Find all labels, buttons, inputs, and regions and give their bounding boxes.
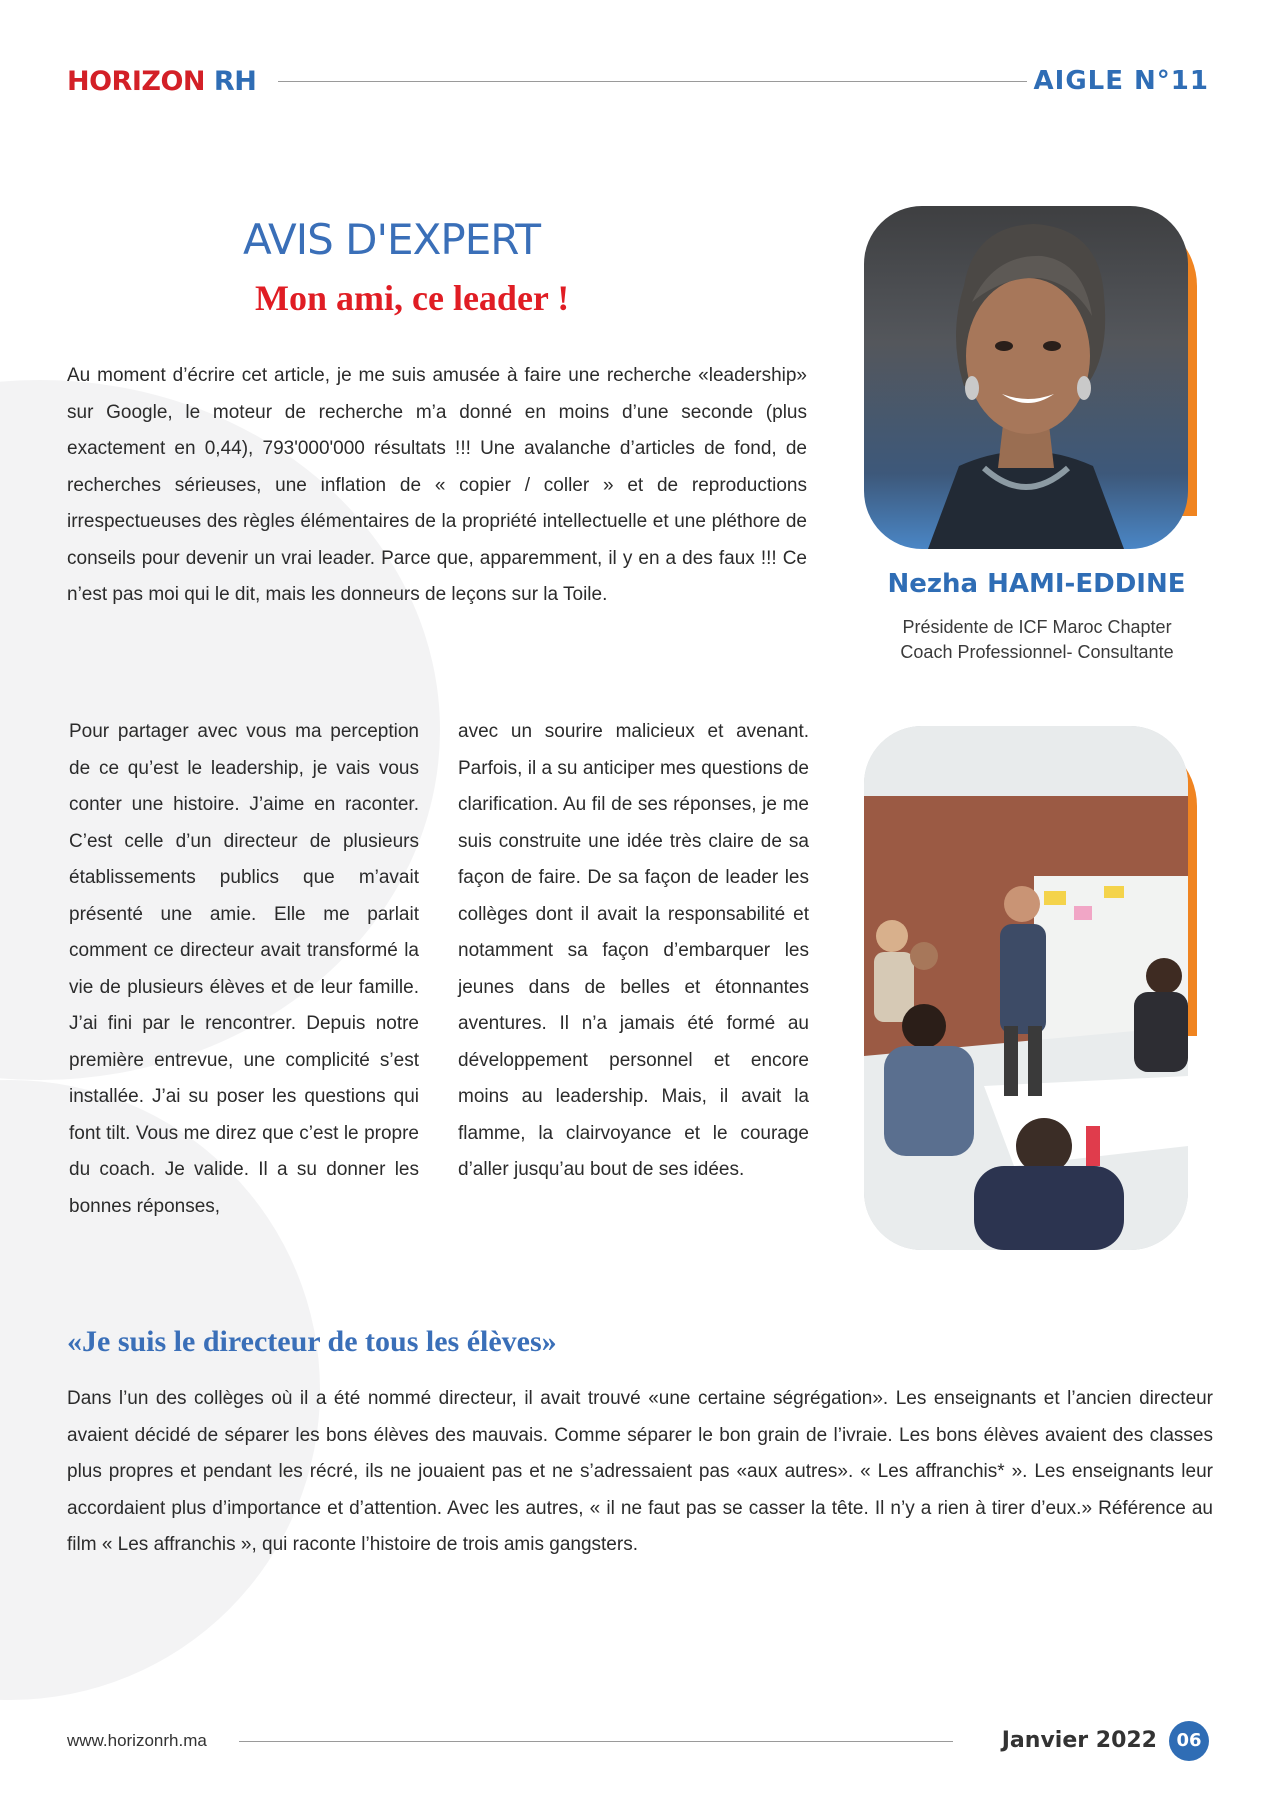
expert-portrait-frame	[864, 206, 1197, 549]
logo-rh: RH	[213, 66, 257, 97]
section-title: AVIS D'EXPERT	[243, 215, 541, 264]
classroom-illustration	[864, 726, 1188, 1250]
expert-role-line-2: Coach Professionnel- Consultante	[900, 642, 1174, 662]
publication-date: Janvier 2022	[1001, 1728, 1157, 1753]
logo-horizon: HORIZON	[67, 66, 206, 97]
footer-divider	[239, 1741, 953, 1742]
article-title: Mon ami, ce leader !	[255, 278, 570, 318]
issue-number: AIGLE N°11	[1033, 66, 1209, 96]
classroom-photo-frame	[864, 726, 1197, 1250]
page-header	[67, 66, 1209, 100]
page-footer	[67, 1721, 1209, 1761]
expert-name: Nezha HAMI-EDDINE	[887, 569, 1186, 599]
section-heading: «Je suis le directeur de tous les élèves»	[67, 1325, 557, 1358]
expert-role-line-1: Présidente de ICF Maroc Chapter	[902, 617, 1172, 637]
intro-paragraph: Au moment d’écrire cet article, je me suis amusée à faire une recherche «leadership» sur Google, le moteur de recherche m’a donné en moins d’une seconde (plus exactement en 0,44), 793'000'000 résultats !!! Une avalanche d’articles de fond, de recherches sérieuses, une inflation de « copier / coller » et de reproductions irrespectueuses des règles élémentaires de la propriété intellectuelle et une pléthore de conseils pour devenir un vrai leader. Parce que, apparemment, il y en a des faux !!! Ce n’est pas moi qui le dit, mais les donneurs de leçons sur la Toile.	[67, 365, 807, 605]
portrait-illustration	[864, 206, 1188, 549]
horizon-rh-logo[interactable]	[67, 66, 256, 97]
website-link[interactable]: www.horizonrh.ma	[67, 1731, 207, 1750]
body-column-1: Pour partager avec vous ma perception de ce qu’est le leadership, je vais vous conter une histoire. J’aime en raconter. C’est celle d’un directeur de plusieurs établissements publics que m’avait présenté une amie. Elle me parlait comment ce directeur avait transformé la vie de plusieurs élèves et de leur famille. J’ai fini par le rencontrer. Depuis notre première entrevue, une complicité s’est installée. J’ai su poser les questions qui font tilt. Vous me direz que c’est le propre du coach. Je valide. Il a su donner les bonnes réponses,	[69, 721, 419, 1217]
closing-paragraph: Dans l’un des collèges où il a été nommé directeur, il avait trouvé «une certaine ségrégation». Les enseignants et l’ancien directeur avaient décidé de séparer les bons élèves des mauvais. Comme séparer le bon grain de l’ivraie. Les bons élèves avaient des classes plus propres et pendant les récré, ils ne jouaient pas et ne s’adressaient pas «aux autres». « Les affranchis* ». Les enseignants leur accordaient plus d’importance et d’attention. Avec les autres, « il ne faut pas se casser la tête. Il n’y a rien à tirer d’eux.» Référence au film « Les affranchis », qui raconte l’histoire de trois amis gangsters.	[67, 1388, 1213, 1555]
expert-portrait	[864, 206, 1188, 549]
body-column-2: avec un sourire malicieux et avenant. Parfois, il a su anticiper mes questions de clarification. Au fil de ses réponses, je me suis construite une idée très claire de sa façon de faire. De sa façon de leader les collèges dont il avait la responsabilité et notamment sa façon d’embarquer les jeunes dans de belles et étonnantes aventures. Il n’a jamais été formé au développement personnel et encore moins au leadership. Mais, il avait la flamme, la clairvoyance et le courage d’aller jusqu’au bout de ses idées.	[458, 721, 809, 1180]
classroom-photo	[864, 726, 1188, 1250]
header-divider	[278, 81, 1027, 82]
page-number-badge: 06	[1169, 1721, 1209, 1761]
expert-role	[862, 615, 1212, 665]
